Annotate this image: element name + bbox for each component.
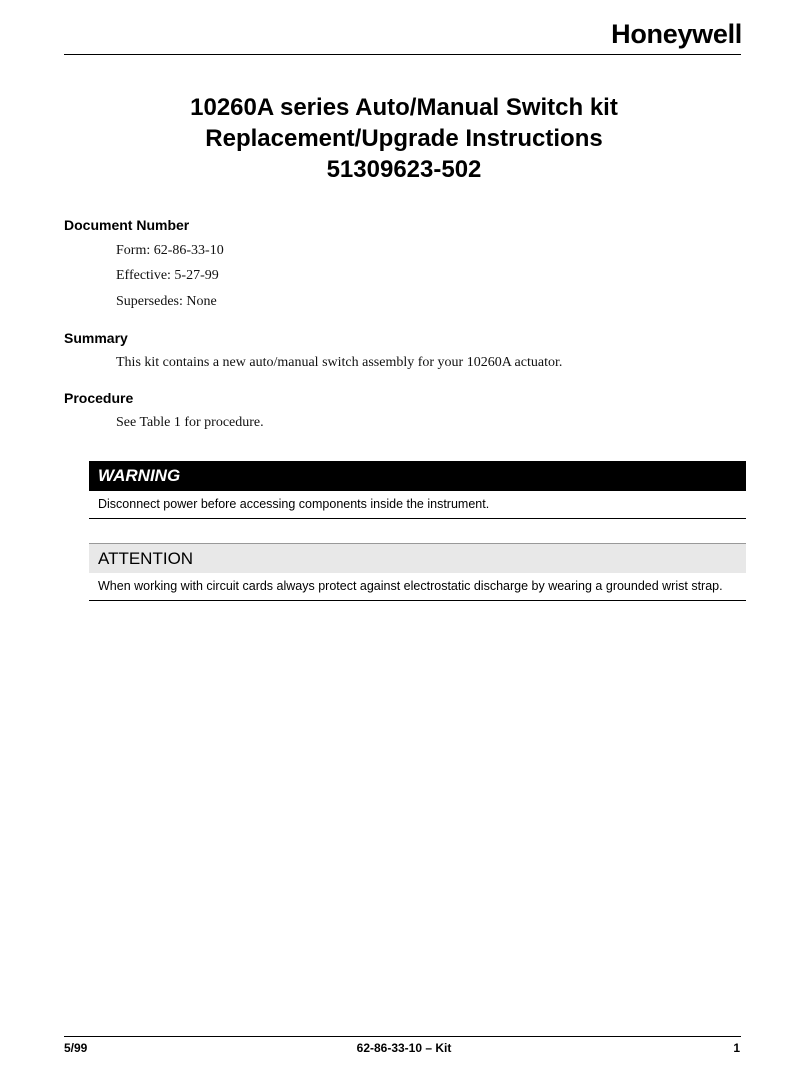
document-title (0, 92, 808, 185)
warning-text: Disconnect power before accessing components inside the instrument. (89, 491, 746, 519)
attention-label: ATTENTION (89, 543, 746, 573)
header-divider (64, 54, 741, 55)
procedure-text: See Table 1 for procedure. (116, 415, 264, 430)
footer-divider (64, 1036, 741, 1037)
footer-date: 5/99 (64, 1041, 88, 1055)
attention-notice (89, 543, 746, 601)
summary-heading: Summary (64, 330, 128, 346)
title-line-1: 10260A series Auto/Manual Switch kit (190, 94, 618, 121)
attention-text: When working with circuit cards always protect against electrostatic discharge by wearing a grounded wrist strap. (89, 573, 746, 601)
brand-logo: Honeywell (611, 19, 742, 49)
footer-document: 62-86-33-10 – Kit (356, 1041, 452, 1055)
form-number: Form: 62-86-33-10 (116, 243, 224, 258)
supersedes: Supersedes: None (116, 294, 217, 309)
procedure-heading: Procedure (64, 390, 134, 406)
document-number-heading: Document Number (64, 217, 190, 233)
summary-text: This kit contains a new auto/manual switch assembly for your 10260A actuator. (116, 355, 563, 370)
page-number: 1 (733, 1041, 740, 1055)
title-line-2: Replacement/Upgrade Instructions (205, 125, 603, 152)
warning-notice (89, 461, 746, 519)
title-line-3: 51309623-502 (326, 156, 482, 183)
effective-date: Effective: 5-27-99 (116, 268, 219, 283)
warning-label: WARNING (89, 461, 746, 491)
